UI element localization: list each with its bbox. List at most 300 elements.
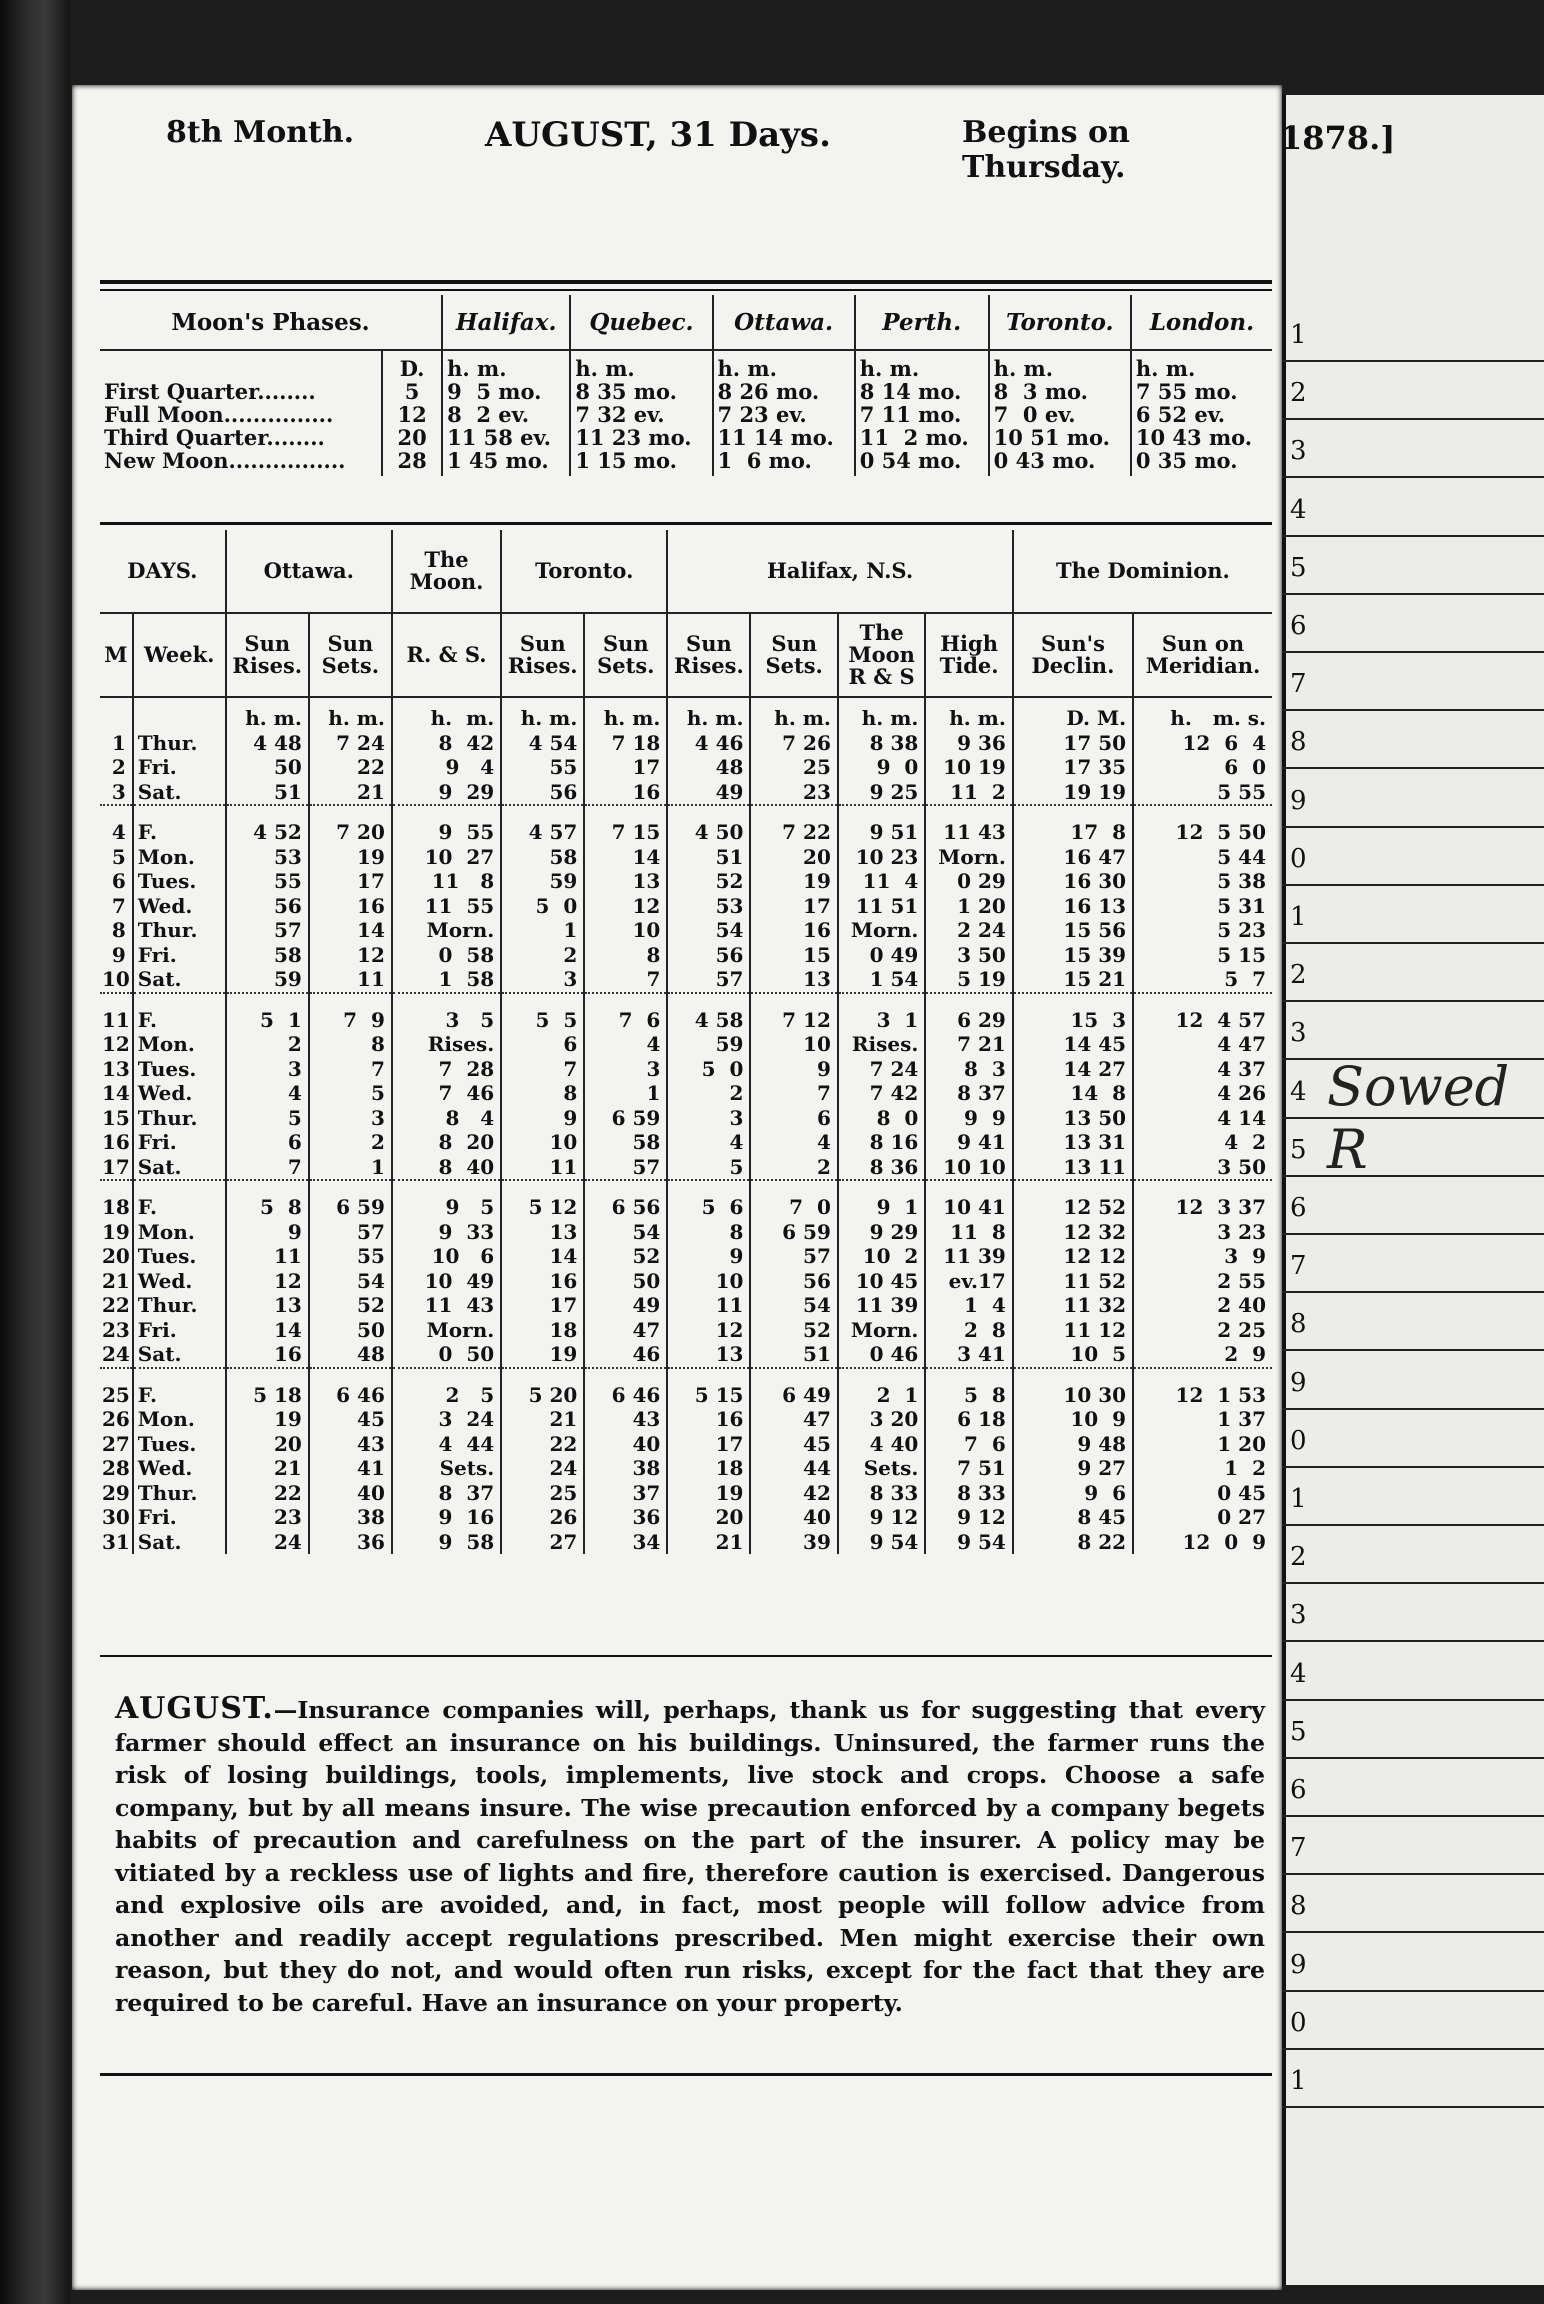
table-cell: 52 [750,1318,837,1343]
table-cell: 5 [309,1081,392,1106]
week-separator [309,1180,392,1195]
table-cell: 53 [226,845,309,870]
table-cell: Tues. [133,1244,226,1269]
table-cell: 2 25 [1133,1318,1272,1343]
table-cell: 6 59 [750,1220,837,1245]
table-cell: 9 4 [392,755,501,780]
facing-page-rule-line [1282,1233,1544,1235]
facing-page-number: 0 [1290,2007,1307,2038]
facing-page-number: 6 [1290,1775,1307,1805]
table-cell: 15 [102,1105,130,1130]
table-cell: 52 [584,1244,667,1269]
moon-time: 7 11 mo. [859,402,962,427]
table-cell: 3 9 [1133,1244,1272,1269]
facing-page-rule-line [1282,884,1544,886]
table-row [100,1106,1272,1131]
table-cell: 51 [667,845,750,870]
moon-header-5: Toronto. [989,295,1131,350]
moon-time: 8 14 mo. [859,379,962,404]
week-separator [584,805,667,820]
time-unit: h. m. [447,356,507,381]
table-cell: 8 16 [838,1130,925,1155]
week-separator [100,1368,133,1383]
facing-page-number: 3 [1290,436,1307,467]
table-row [100,1130,1272,1155]
table-cell: 0 45 [1133,1481,1272,1506]
table-row [100,1456,1272,1481]
time-unit: h. m. [575,356,635,381]
table-cell: 16 [309,894,392,919]
table-cell: 31 [102,1529,130,1554]
table-cell: 1 [501,918,584,943]
unit-cell: h. m. s. [1133,697,1272,731]
sub-header-1: Week. [133,613,226,697]
sub-header-0: M [100,613,133,697]
week-separator [392,1368,501,1383]
table-cell: 4 50 [667,820,750,845]
table-cell: 34 [584,1530,667,1555]
table-cell: 2 1 [838,1383,925,1408]
week-separator [1133,993,1272,1008]
table-cell: 12 3 37 [1133,1195,1272,1220]
table-cell: Wed. [133,1456,226,1481]
week-separator [1013,1180,1133,1195]
table-cell: 7 [309,1057,392,1082]
table-cell: 12 4 57 [1133,1008,1272,1033]
table-cell: 20 [226,1432,309,1457]
table-cell: 4 40 [838,1432,925,1457]
week-separator [1013,1368,1133,1383]
table-cell: 3 23 [1133,1220,1272,1245]
moon-time: 10 43 mo. [1135,425,1253,450]
table-cell: Sat. [133,1530,226,1555]
book-binding [0,0,70,2304]
facing-page-rule-line [1282,1640,1544,1642]
facing-page-number: 7 [1290,669,1307,700]
facing-page-number: 1 [1290,320,1307,350]
facing-page-rule-line [1282,1931,1544,1933]
facing-page-rule-line [1282,1349,1544,1351]
table-row [100,780,1272,806]
facing-page-rule-line [1282,1873,1544,1875]
table-cell: F. [133,1008,226,1033]
table-cell: 7 24 [309,731,392,756]
table-cell: 56 [750,1269,837,1294]
table-cell: 4 [226,1081,309,1106]
sub-header-12: Sun on Meridian. [1133,613,1272,697]
group-header-5: The Dominion. [1013,530,1272,613]
table-cell: 0 58 [392,943,501,968]
year-tag: 1878.] [1280,119,1396,157]
table-cell: 10 27 [392,845,501,870]
table-cell: 21 [501,1407,584,1432]
sub-header-5: Sun Rises. [501,613,584,697]
week-separator [501,805,584,820]
table-cell: 55 [226,869,309,894]
table-cell: 5 8 [925,1383,1012,1408]
table-cell: 18 [501,1318,584,1343]
table-cell: 7 15 [584,820,667,845]
table-cell: 59 [501,869,584,894]
table-cell: 6 49 [750,1383,837,1408]
table-cell: 3 [667,1106,750,1131]
table-cell: 14 [309,918,392,943]
moon-time: 9 5 mo. [447,379,542,404]
facing-page-number: 2 [1290,378,1307,409]
table-cell: 15 39 [1013,943,1133,968]
facing-page-number: 9 [1290,785,1307,816]
table-cell: 2 [750,1155,837,1181]
table-cell: 17 [309,869,392,894]
table-cell: 30 [102,1505,130,1529]
table-cell: 11 2 [925,780,1012,806]
facing-page-rule-line [1282,1757,1544,1759]
moon-time: 7 23 ev. [717,402,807,427]
table-cell: 21 [226,1456,309,1481]
table-cell: 10 49 [392,1269,501,1294]
table-cell: 1 37 [1133,1407,1272,1432]
table-cell: 41 [309,1456,392,1481]
table-cell: 6 56 [584,1195,667,1220]
table-cell: 3 [309,1106,392,1131]
unit-cell: h. m. [501,697,584,731]
table-row [100,1530,1272,1555]
table-cell: 22 [102,1293,130,1317]
table-cell: 10 [750,1032,837,1057]
moon-time: 11 14 mo. [717,425,834,450]
table-cell: 50 [226,755,309,780]
sub-header-3: Sun Sets. [309,613,392,697]
facing-page-number: 6 [1290,1193,1307,1223]
table-cell: 10 9 [1013,1407,1133,1432]
table-cell: 7 [111,893,126,918]
table-cell: 16 [750,918,837,943]
table-cell: Morn. [838,918,925,943]
table-cell: Thur. [133,1106,226,1131]
table-cell: 4 [111,820,126,844]
sub-header-10: High Tide. [925,613,1012,697]
table-cell: 2 5 [392,1383,501,1408]
table-cell: Thur. [133,1481,226,1506]
table-cell: 9 54 [925,1530,1012,1555]
table-cell: 5 0 [501,894,584,919]
table-cell: 19 19 [1013,780,1133,806]
table-cell: 8 37 [925,1081,1012,1106]
week-separator [750,805,837,820]
table-cell: 50 [584,1269,667,1294]
table-cell: 36 [309,1530,392,1555]
table-cell: 9 [750,1057,837,1082]
table-cell: 10 [102,967,130,991]
table-cell: 8 [584,943,667,968]
table-cell: 8 20 [392,1130,501,1155]
table-cell: 8 45 [1013,1505,1133,1530]
table-cell: 11 12 [1013,1318,1133,1343]
sub-header-2: Sun Rises. [226,613,309,697]
moon-phase-names [100,350,382,476]
table-cell: 52 [667,869,750,894]
moon-phase-day: 20 [397,425,427,450]
table-cell: 13 [584,869,667,894]
table-cell: 11 4 [838,869,925,894]
sub-header-4: R. & S. [392,613,501,697]
table-cell: 17 8 [1013,820,1133,845]
table-cell: 1 20 [925,894,1012,919]
table-row [100,1318,1272,1343]
facing-page-number: 8 [1290,727,1307,758]
table-cell: Fri. [133,1130,226,1155]
table-cell: 9 54 [838,1530,925,1555]
facing-page-rule-line [1282,1582,1544,1584]
moon-phase-name: Third Quarter........ [104,425,325,450]
moon-time: 7 0 ev. [993,402,1076,427]
table-row [100,1269,1272,1294]
table-cell: 5 7 [1133,967,1272,993]
table-cell: 1 [309,1155,392,1181]
week-separator [584,1180,667,1195]
table-row [100,1081,1272,1106]
moon-time: 0 54 mo. [859,448,962,473]
facing-page [1282,95,1544,2285]
facing-page-number: 2 [1290,1542,1307,1573]
table-cell: 5 [667,1155,750,1181]
table-row [100,1407,1272,1432]
table-cell: Fri. [133,943,226,968]
table-cell: 6 18 [925,1407,1012,1432]
table-cell: 8 [501,1081,584,1106]
sub-header-7: Sun Rises. [667,613,750,697]
week-separator [1013,993,1133,1008]
unit-cell: h. m. [925,697,1012,731]
table-cell: Wed. [133,894,226,919]
table-cell: 9 51 [838,820,925,845]
table-cell: 4 46 [667,731,750,756]
table-cell: 9 16 [392,1505,501,1530]
table-cell: 6 59 [584,1106,667,1131]
page-bottom-rule [100,2073,1272,2076]
facing-page-rule-line [1282,593,1544,595]
table-cell: 1 [111,730,126,755]
table-cell: 16 47 [1013,845,1133,870]
table-cell: 10 5 [1013,1342,1133,1368]
table-cell: 14 8 [1013,1081,1133,1106]
table-cell: 43 [584,1407,667,1432]
table-cell: 9 58 [392,1530,501,1555]
facing-page-rule [1282,95,1286,2285]
table-cell: 3 41 [925,1342,1012,1368]
week-separator [501,1368,584,1383]
table-cell: 12 5 50 [1133,820,1272,845]
table-cell: 9 55 [392,820,501,845]
table-cell: 11 [501,1155,584,1181]
table-cell: 46 [584,1342,667,1368]
table-cell: Sets. [838,1456,925,1481]
table-cell: 5 1 [226,1008,309,1033]
table-cell: 3 50 [1133,1155,1272,1181]
table-cell: 16 [501,1269,584,1294]
facing-page-number: 7 [1290,1251,1307,1282]
table-cell: 14 27 [1013,1057,1133,1082]
table-cell: 59 [667,1032,750,1057]
table-cell: 59 [226,967,309,993]
unit-cell [133,697,226,731]
table-cell: 0 49 [838,943,925,968]
table-row [100,967,1272,993]
table-cell: 54 [309,1269,392,1294]
facing-page-rule-line [1282,1990,1544,1992]
moon-time: 8 35 mo. [575,379,677,404]
table-cell: 4 [584,1032,667,1057]
table-cell: Mon. [133,845,226,870]
table-cell: 5 44 [1133,845,1272,870]
table-cell: 4 37 [1133,1057,1272,1082]
table-cell: 11 8 [392,869,501,894]
table-cell: 42 [750,1481,837,1506]
table-cell: 21 [309,780,392,806]
table-cell: 6 46 [584,1383,667,1408]
table-cell: Thur. [133,731,226,756]
week-separator [667,993,750,1008]
unit-cell: h. m. [226,697,309,731]
table-cell: 7 46 [392,1081,501,1106]
table-cell: 9 29 [392,780,501,806]
table-cell: 3 24 [392,1407,501,1432]
moon-time: 7 55 mo. [1135,379,1238,404]
facing-page-number: 2 [1290,960,1307,991]
facing-page-rule-line [1282,826,1544,828]
table-row [100,869,1272,894]
table-cell: 5 31 [1133,894,1272,919]
table-cell: 9 25 [838,780,925,806]
table-cell: 37 [584,1481,667,1506]
sub-header-9: The Moon R & S [838,613,925,697]
table-cell: 22 [309,755,392,780]
facing-page-rule-line [1282,1408,1544,1410]
facing-page-number: 4 [1290,1076,1307,1107]
table-cell: 4 14 [1133,1106,1272,1131]
table-cell: 14 [584,845,667,870]
moon-phase-name: New Moon................ [104,448,346,473]
facing-page-number: 3 [1290,1600,1307,1631]
moon-time: 7 32 ev. [575,402,665,427]
table-cell: 7 22 [750,820,837,845]
table-cell: 6 [111,869,126,893]
table-cell: 21 [102,1268,130,1293]
sub-header-8: Sun Sets. [750,613,837,697]
table-cell: 7 20 [309,820,392,845]
table-cell: 43 [309,1432,392,1457]
facing-page-number: 8 [1290,1309,1307,1340]
table-cell: 19 [750,869,837,894]
week-separator [100,993,133,1008]
table-cell: 4 58 [667,1008,750,1033]
table-row [100,1432,1272,1457]
table-cell: 6 [226,1130,309,1155]
week-separator [925,993,1012,1008]
unit-cell [100,697,133,731]
table-cell: 9 29 [838,1220,925,1245]
table-cell: 57 [750,1244,837,1269]
table-cell: 7 [226,1155,309,1181]
table-cell: 5 [111,844,126,869]
table-cell: 38 [584,1456,667,1481]
time-unit: h. m. [859,356,920,381]
table-cell: 7 9 [309,1008,392,1033]
table-cell: 44 [750,1456,837,1481]
moon-phases-table [100,295,1272,476]
table-cell: Wed. [133,1269,226,1294]
facing-page-number: 8 [1290,1891,1307,1922]
facing-page-number: 9 [1290,1367,1307,1398]
table-cell: 9 33 [392,1220,501,1245]
table-cell: 7 0 [750,1195,837,1220]
table-cell: 19 [102,1219,130,1244]
table-cell: 6 59 [309,1195,392,1220]
table-cell: 7 12 [750,1008,837,1033]
group-header-0: DAYS. [100,530,226,613]
moon-phase-days [382,350,442,476]
table-cell: 39 [750,1530,837,1555]
table-cell: 12 52 [1013,1195,1133,1220]
table-cell: ev.17 [925,1269,1012,1294]
table-cell: 10 [501,1130,584,1155]
table-row [100,820,1272,845]
table-cell: 4 [667,1130,750,1155]
table-cell: 5 8 [226,1195,309,1220]
week-separator [392,1180,501,1195]
table-cell: Morn. [838,1318,925,1343]
moon-time: 0 43 mo. [993,448,1096,473]
table-cell: 0 50 [392,1342,501,1368]
table-cell: 22 [501,1432,584,1457]
table-cell: 5 [226,1106,309,1131]
table-cell: 16 13 [1013,894,1133,919]
table-cell: 2 9 [1133,1342,1272,1368]
week-separator [838,805,925,820]
table-cell: 8 33 [925,1481,1012,1506]
table-cell: 9 0 [838,755,925,780]
table-row [100,918,1272,943]
table-cell: 18 [667,1456,750,1481]
table-row [100,1195,1272,1220]
group-header-3: Toronto. [501,530,667,613]
table-row [100,1481,1272,1506]
table-cell: 9 41 [925,1130,1012,1155]
week-separator [584,1368,667,1383]
week-separator [501,1180,584,1195]
table-row [100,1057,1272,1082]
table-cell: 47 [750,1407,837,1432]
moon-time: 11 58 ev. [447,425,551,450]
table-cell: 13 11 [1013,1155,1133,1181]
table-cell: 9 27 [1013,1456,1133,1481]
table-cell: 12 32 [1013,1220,1133,1245]
moon-phase-day: 28 [397,448,427,473]
time-unit: h. m. [1135,356,1196,381]
facing-page-rule-line [1282,1524,1544,1526]
table-row [100,1032,1272,1057]
week-separator [100,1180,133,1195]
week-separator [1133,1180,1272,1195]
unit-cell: h. m. [392,697,501,731]
table-cell: 36 [584,1505,667,1530]
moon-city-column [989,350,1131,476]
unit-cell: h. m. [667,697,750,731]
table-cell: 27 [102,1431,130,1456]
table-cell: Tues. [133,1432,226,1457]
table-cell: 1 58 [392,967,501,993]
table-cell: 45 [309,1407,392,1432]
